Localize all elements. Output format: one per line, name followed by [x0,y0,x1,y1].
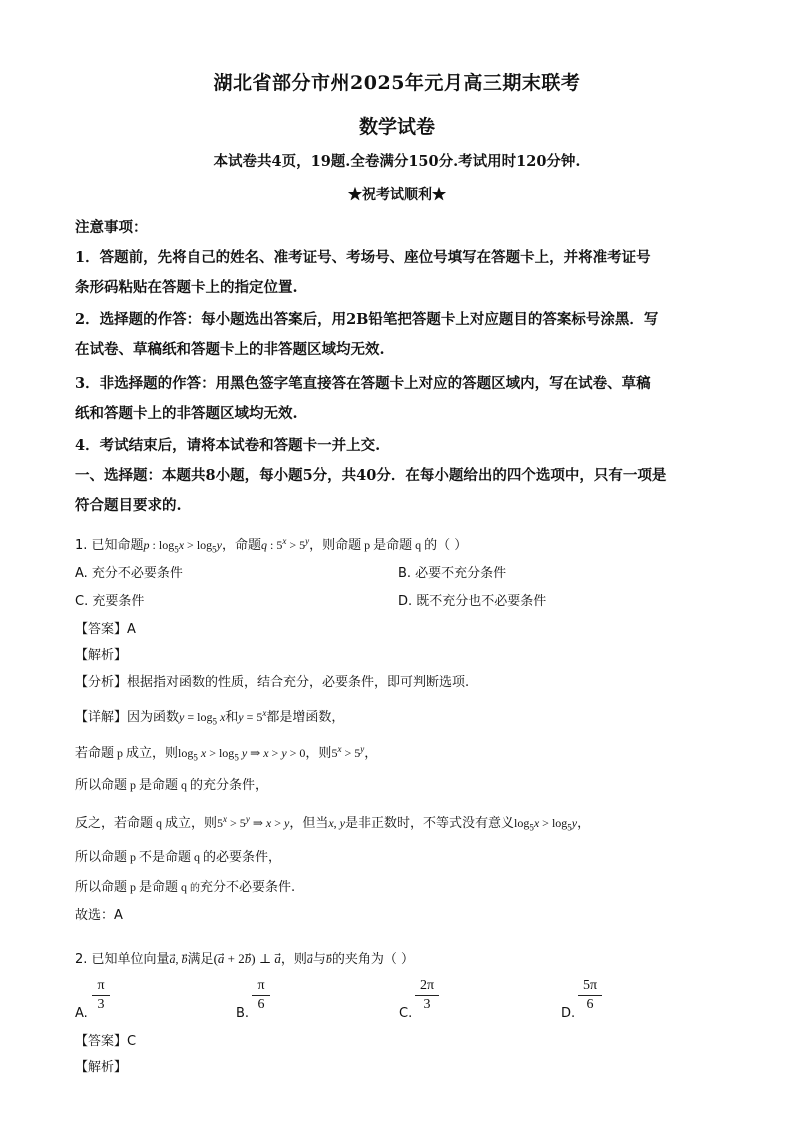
q1-detail-line: 若命题 p 成立，则$\log_5 x > \log_5 y$ ⇒ x > y > 0，则$5^x > 5^y$， [75,744,378,763]
q2-option-a-fraction: π 3 [92,978,110,1013]
q1-option-b: B. 必要不充分条件 [398,566,507,581]
q2-analysis-label: 【解析】 [75,1060,128,1075]
q1-answer: 【答案】A [75,622,136,637]
notice-line: 在试卷、草稿纸和答题卡上的非答题区域均无效. [75,341,385,358]
q1-conclusion: 故选：A [75,908,123,923]
section-heading: 一、选择题：本题共8小题，每小题5分，共40分．在每小题给出的四个选项中，只有一项是 [75,467,667,484]
q2-stem: 2. 已知单位向量a⃗, b满足(a⃗ + 2b⃗) ⊥ a，则a与b的夹角为（ ） [75,951,414,967]
q1-detail-line: 所以命题 p 是命题 q 的充分不必要条件. [75,880,296,895]
q2-answer: 【答案】C [75,1034,137,1049]
notice-line: 3．非选择题的作答：用黑色签字笔直接答在答题卡上对应的答题区域内，写在试卷、草稿 [75,375,651,392]
q2-option-d-label: D. [561,1006,576,1021]
notice-heading: 注意事项： [75,219,148,236]
q1-option-a: A. 充分不必要条件 [75,566,183,581]
q1-fenxi: 【分析】根据指对函数的性质，结合充分，必要条件，即可判断选项. [75,675,470,690]
exam-subject: 数学试卷 [358,116,435,138]
q2-option-c-label: C. [399,1006,413,1021]
notice-line: 1．答题前，先将自己的姓名、准考证号、考场号、座位号填写在答题卡上，并将准考证号 [75,249,651,266]
q2-option-c-fraction: 2π 3 [415,978,439,1013]
q1-detail-line: 【详解】因为函数$y = \log_5 x$和$y = 5^x$都是增函数， [75,708,345,727]
q2-option-a-label: A. [75,1006,88,1021]
exam-blessing: ★祝考试顺利★ [348,187,446,203]
notice-line: 纸和答题卡上的非答题区域均无效. [75,405,298,422]
q1-option-d: D. 既不充分也不必要条件 [398,594,547,609]
notice-line: 4．考试结束后，请将本试卷和答题卡一并上交. [75,437,381,454]
exam-title: 湖北省部分市州2025年元月高三期末联考 [213,72,581,94]
q2-option-b-label: B. [236,1006,250,1021]
notice-line: 条形码粘贴在答题卡上的指定位置. [75,279,298,296]
section-heading-cont: 符合题目要求的. [75,497,182,514]
q1-option-c: C. 充要条件 [75,594,145,609]
q1-detail-line: 所以命题 p 是命题 q 的充分条件， [75,778,269,793]
exam-info: 本试卷共4页，19题.全卷满分150分.考试用时120分钟. [213,153,581,170]
q1-analysis-label: 【解析】 [75,648,128,663]
q2-option-b-fraction: π 6 [252,978,270,1013]
notice-line: 2．选择题的作答：每小题选出答案后，用2B铅笔把答题卡上对应题目的答案标号涂黑．写 [75,311,659,328]
q1-detail-line: 反之，若命题 q 成立，则$5^x > 5^y$ ⇒ x > y，但当x, y是非正数时，不等式没有意义$\log_5x > \log_5y$， [75,814,591,833]
q1-detail-line: 所以命题 p 不是命题 q 的必要条件， [75,850,282,865]
q2-option-d-fraction: 5π 6 [578,978,602,1013]
q1-stem: 1. 已知命题p : $\log_5x > \log_5y$，命题q : $5^x > 5^y$，则命题 p 是命题 q 的（ ） [75,536,468,555]
